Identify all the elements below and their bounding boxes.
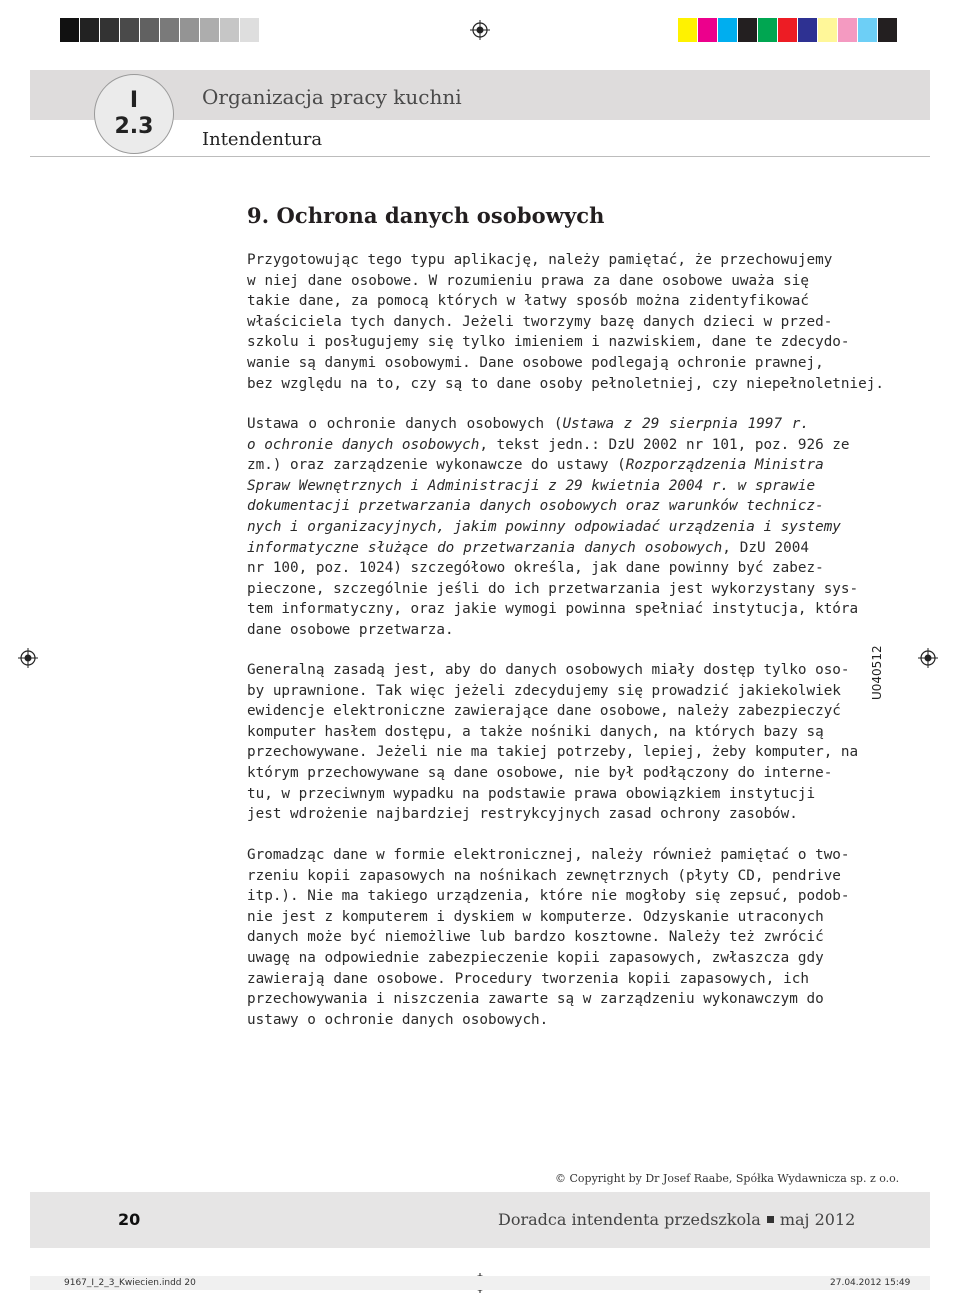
section-title: 9. Ochrona danych osobowych [247,203,605,228]
text-line [247,414,809,435]
paragraph-access [247,660,859,825]
text-line: bez względu na to, czy są to dane osoby pełnoletniej, czy niepełnoletniej. [247,375,884,392]
text-line: właściciela tych danych. Jeżeli tworzymy bazę danych dzieci w przed- [247,313,833,330]
text-line: jest wdrożenie najbardziej restrykcyjnych zasad ochrony zasobów. [247,806,798,823]
text-line [247,455,824,476]
chapter-subtitle: Intendentura [202,129,323,150]
text-segment: nr 100, poz. 1024) szczegółowo określa, jak dane powinny być zabez- [247,560,824,577]
text-line: rzeniu kopii zapasowych na nośnikach zewnętrznych (płyty CD, pendrive [247,867,841,884]
print-slug-timestamp: 27.04.2012 15:49 [830,1278,911,1288]
color-swatch [200,18,220,42]
color-swatch [160,18,180,42]
document-code: U040512 [870,645,884,700]
text-line: Gromadząc dane w formie elektronicznej, należy również pamiętać o two- [247,847,850,863]
color-swatch [180,18,200,42]
text-segment: , tekst jedn.: DzU 2002 nr 101, poz. 926 ze [479,436,850,453]
color-swatch [758,18,778,42]
text-line [247,579,859,600]
text-line: wanie są danymi osobowymi. Dane osobowe podlegają ochronie prawnej, [247,354,824,371]
color-swatch [858,18,878,42]
text-segment: Ustawa o ochronie danych osobowych ( [247,416,563,432]
color-swatch [60,18,80,42]
text-line: szkolu i posługujemy się tylko imieniem i nazwiskiem, dane te zdecydo- [247,334,850,351]
text-segment: dane osobowe przetwarza. [247,621,454,638]
chapter-badge-part: I [129,88,139,113]
text-line: zawierają dane osobowe. Procedury tworzenia kopii zapasowych, ich [247,970,809,987]
paragraph-legal [247,414,859,641]
print-slug-filename: 9167_I_2_3_Kwiecien.indd 20 [64,1278,196,1288]
text-line: Generalną zasadą jest, aby do danych osobowych miały dostęp tylko oso- [247,662,850,678]
color-swatch [678,18,698,42]
italic-citation: Ustawa z 29 sierpnia 1997 r. [562,416,810,432]
text-line [247,496,824,517]
text-line [247,538,809,559]
color-swatch [838,18,858,42]
copyright-notice: © Copyright by Dr Josef Raabe, Spółka Wydawnicza sp. z o.o. [555,1172,900,1185]
text-segment: tem informatyczny, oraz jakie wymogi powinna spełniać instytucja, która [247,601,859,618]
color-swatch [698,18,718,42]
text-line [247,476,816,497]
text-line: Przygotowując tego typu aplikację, należy pamiętać, że przechowujemy [247,252,833,268]
text-segment: , DzU 2004 [722,539,809,556]
color-calibration-bar [678,18,898,42]
italic-citation: Rozporządzenia Ministra [625,457,824,474]
italic-citation: informatyczne służące do przetwarzania danych osobowych [247,539,723,556]
color-swatch [220,18,240,42]
color-swatch [120,18,140,42]
page-number: 20 [118,1210,141,1229]
paragraph-intro [247,250,884,394]
text-line: takie dane, za pomocą których w łatwy sposób można zidentyfikować [247,293,809,310]
gray-calibration-bar [60,18,260,42]
color-swatch [818,18,838,42]
chapter-badge-section: 2.3 [114,114,154,139]
text-segment: zm.) oraz zarządzenie wykonawcze do ustawy ( [247,457,626,474]
color-swatch [778,18,798,42]
text-line [247,558,824,579]
text-line: itp.). Nie ma takiego urządzenia, które nie mogłoby się zepsuć, podob- [247,888,850,905]
italic-citation: dokumentacji przetwarzania danych osobowych oraz warunków technicz- [247,498,824,515]
color-swatch [240,18,260,42]
text-line: danych może być niemożliwe lub bardzo kosztowne. Należy też zwrócić [247,929,824,946]
text-line: uwagę na odpowiednie zabezpieczenie kopii zapasowych, zwłaszcza gdy [247,949,824,966]
color-swatch [878,18,898,42]
header-divider [30,156,930,157]
paragraph-backup [247,845,850,1030]
chapter-title: Organizacja pracy kuchni [202,85,462,109]
color-swatch [140,18,160,42]
text-line: przechowywane. Jeżeli nie ma takiej potrzeby, lepiej, żeby komputer, na [247,744,859,761]
text-line: by uprawnione. Tak więc jeżeli zdecydujemy się prowadzić jakiekolwiek [247,682,841,699]
italic-citation: nych i organizacyjnych, jakim powinny odpowiadać urządzenia i systemy [247,518,841,535]
color-swatch [798,18,818,42]
color-swatch [80,18,100,42]
text-line: ewidencje elektroniczne zawierające dane osobowe, należy zabezpieczyć [247,703,841,720]
text-line: nie jest z komputerem i dyskiem w komputerze. Odzyskanie utraconych [247,908,824,925]
text-line [247,517,841,538]
footer-publication [498,1210,855,1229]
color-swatch [100,18,120,42]
text-line: tu, w przeciwnym wypadku na podstawie prawa obowiązkiem instytucji [247,785,816,802]
registration-mark-icon [18,648,38,668]
text-line [247,599,859,620]
text-line [247,620,809,641]
publication-issue: maj 2012 [779,1210,856,1229]
color-swatch [738,18,758,42]
text-line: ustawy o ochronie danych osobowych. [247,1011,549,1028]
registration-mark-icon [470,20,490,40]
text-segment: pieczone, szczególnie jeśli do ich przetwarzania jest wykorzystany sys- [247,580,859,597]
text-line [247,435,850,456]
bullet-separator-icon [767,1216,774,1223]
registration-mark-icon [918,648,938,668]
text-line: którym przechowywane są dane osobowe, nie był podłączony do interne- [247,764,833,781]
text-line: komputer hasłem dostępu, a także nośniki danych, na których bazy są [247,723,824,740]
chapter-badge [94,74,174,154]
italic-citation: o ochronie danych osobowych [247,436,480,453]
italic-citation: Spraw Wewnętrznych i Administracji z 29 kwietnia 2004 r. w sprawie [247,477,816,494]
text-line: w niej dane osobowe. W rozumieniu prawa za dane osobowe uważa się [247,272,809,289]
publication-name: Doradca intendenta przedszkola [498,1210,761,1229]
color-swatch [718,18,738,42]
text-line: przechowywania i niszczenia zawarte są w zarządzeniu wykonawczym do [247,991,824,1008]
